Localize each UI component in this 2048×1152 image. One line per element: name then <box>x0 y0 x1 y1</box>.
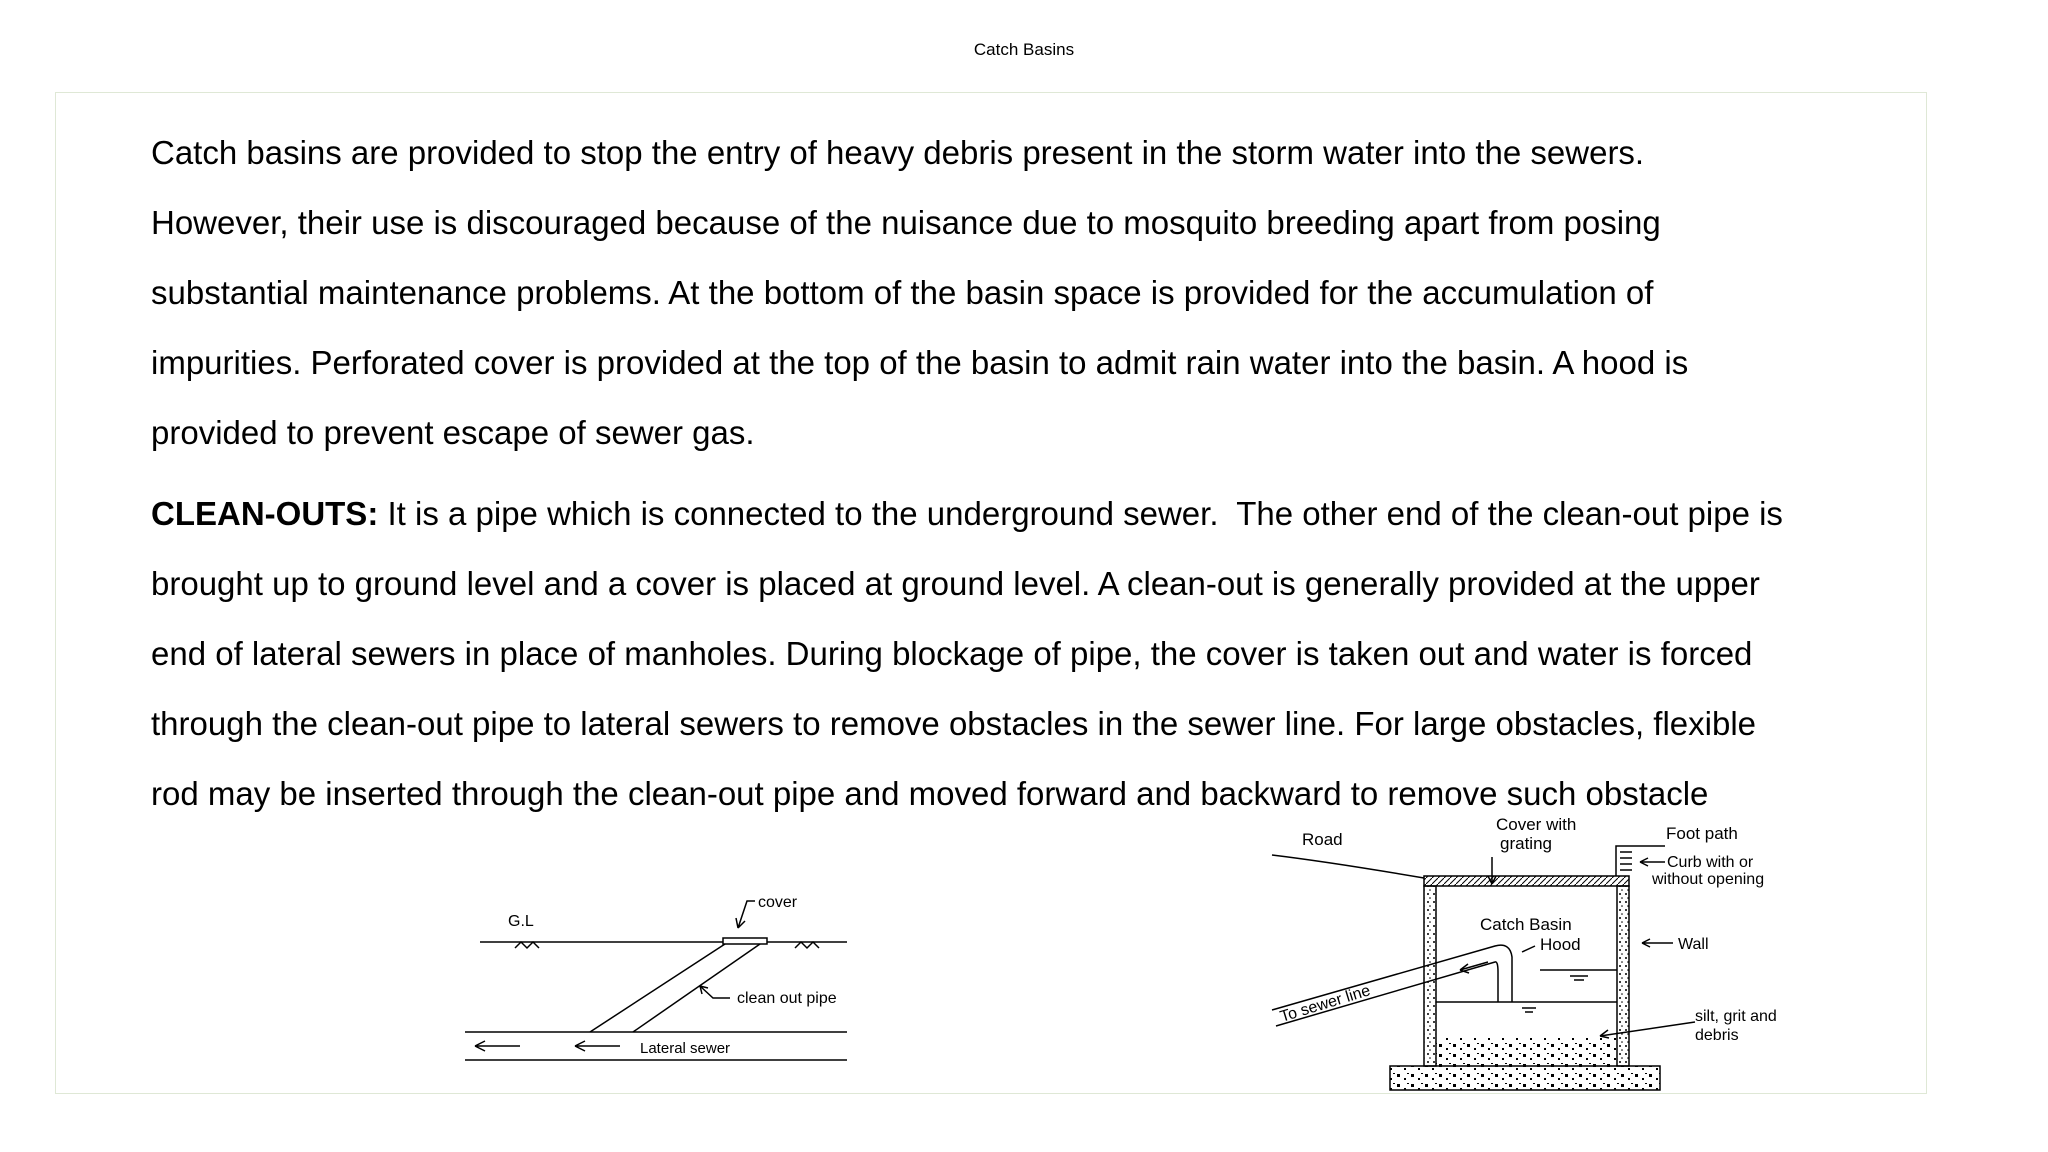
text-line <box>151 479 1911 549</box>
cleanout-diagram <box>455 870 875 1070</box>
clean-out-pipe-label: clean out pipe <box>737 990 837 1007</box>
catch-basins-paragraph <box>151 118 1911 468</box>
wall-label: Wall <box>1678 936 1709 953</box>
lateral-sewer-label: Lateral sewer <box>640 1040 731 1057</box>
cleanouts-paragraph <box>151 479 1911 829</box>
text-line: Catch basins are provided to stop the entry of heavy debris present in the storm water into the sewers. <box>151 134 1645 171</box>
sewer-line-label: To sewer line <box>1278 982 1373 1026</box>
foot-path-label: Foot path <box>1666 824 1738 843</box>
catch-basin-label: Catch Basin <box>1480 915 1572 934</box>
text-line: brought up to ground level and a cover is placed at ground level. A clean-out is generally provided at the upper <box>151 565 1760 602</box>
road-label: Road <box>1302 830 1343 849</box>
cover-grating-label-2: grating <box>1500 834 1552 853</box>
hood-label: Hood <box>1540 935 1581 954</box>
curb-label-2: without opening <box>1652 871 1765 888</box>
cover-grating-label-1: Cover with <box>1496 815 1577 834</box>
text-line: provided to prevent escape of sewer gas. <box>151 414 755 451</box>
text-line: However, their use is discouraged because of the nuisance due to mosquito breeding apart from posing <box>151 204 1661 241</box>
curb-label-1: Curb with or <box>1667 854 1754 871</box>
text-line: substantial maintenance problems. At the bottom of the basin space is provided for the accumulation of <box>151 274 1654 311</box>
page-title: Catch Basins <box>973 40 1075 59</box>
text-line: rod may be inserted through the clean-out pipe and moved forward and backward to remove such obstacle <box>151 775 1709 812</box>
text-line: through the clean-out pipe to lateral sewers to remove obstacles in the sewer line. For large obstacles, flexible <box>151 705 1757 742</box>
text-line: impurities. Perforated cover is provided at the top of the basin to admit rain water into the basin. A hood is <box>151 344 1689 381</box>
silt-label-2: debris <box>1695 1027 1739 1044</box>
cleanouts-heading: CLEAN-OUTS: <box>151 495 379 532</box>
text-line: end of lateral sewers in place of manholes. During blockage of pipe, the cover is taken out and water is forced <box>151 635 1753 672</box>
cover-label: cover <box>758 894 798 911</box>
catch-basin-diagram <box>1270 812 1830 1092</box>
text-line-rest: It is a pipe which is connected to the underground sewer. The other end of the clean-out pipe is <box>378 495 1783 532</box>
silt-label-1: silt, grit and <box>1695 1008 1777 1025</box>
gl-label: G.L <box>508 913 534 930</box>
